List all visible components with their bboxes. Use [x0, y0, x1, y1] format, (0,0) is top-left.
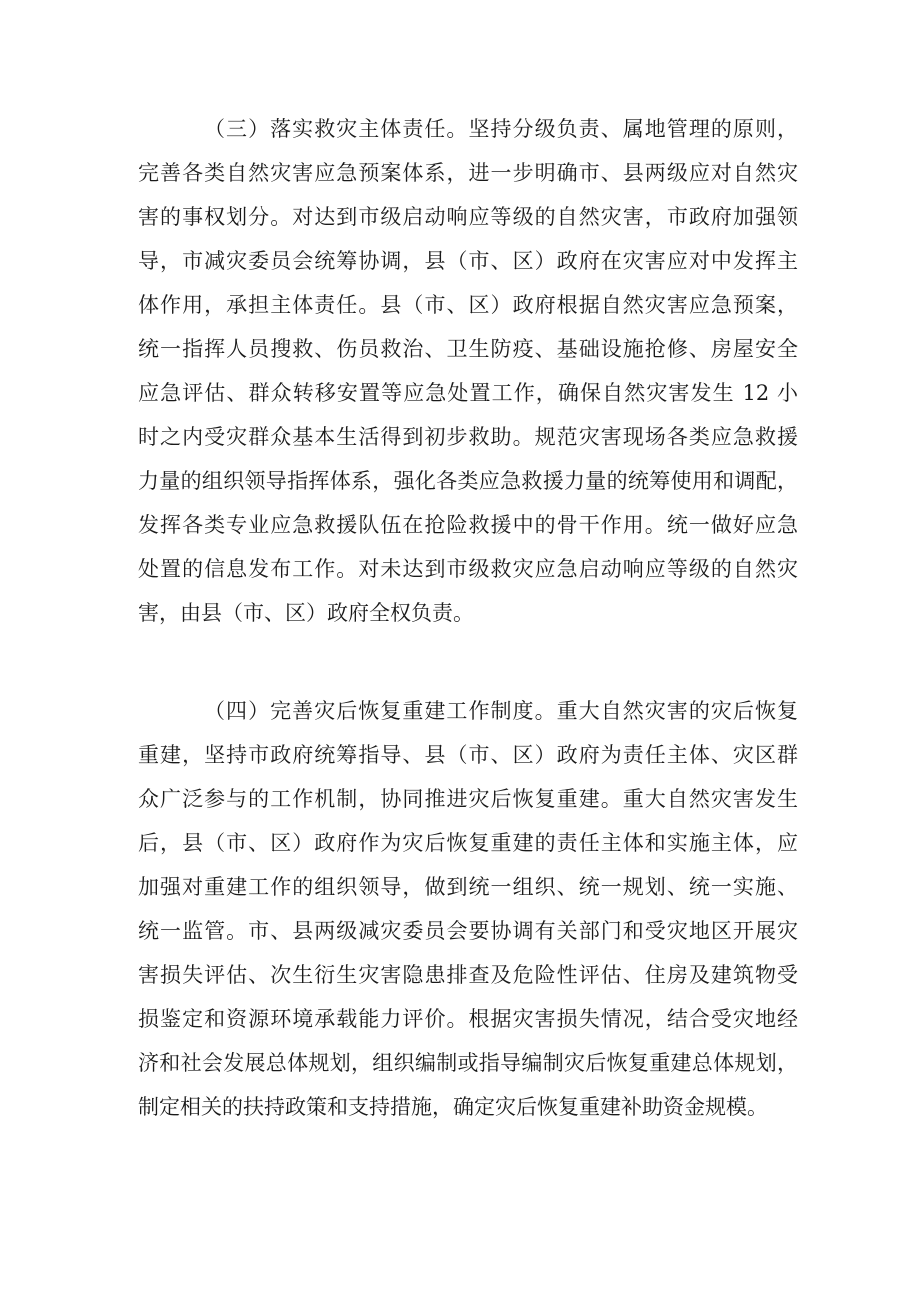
paragraph-line: （三）落实救灾主体责任。坚持分级负责、属地管理的原则， [204, 117, 798, 141]
paragraph-line: 害，由县（市、区）政府全权负责。 [138, 601, 474, 625]
paragraph-line: 济和社会发展总体规划，组织编制或指导编制灾后恢复重建总体规划， [138, 1051, 798, 1075]
paragraph-line: 完善各类自然灾害应急预案体系，进一步明确市、县两级应对自然灾 [138, 161, 798, 185]
paragraph-line: 后，县（市、区）政府作为灾后恢复重建的责任主体和实施主体，应 [138, 831, 798, 855]
paragraph-line: 力量的组织领导指挥体系，强化各类应急救援力量的统筹使用和调配， [138, 469, 798, 493]
paragraph-line: 制定相关的扶持政策和支持措施，确定灾后恢复重建补助资金规模。 [138, 1095, 768, 1119]
paragraph-line: 导，市减灾委员会统筹协调，县（市、区）政府在灾害应对中发挥主 [138, 249, 798, 273]
paragraph-line: 损鉴定和资源环境承载能力评价。根据灾害损失情况，结合受灾地经 [138, 1007, 798, 1031]
paragraph-line: 处置的信息发布工作。对未达到市级救灾应急启动响应等级的自然灾 [138, 557, 798, 581]
paragraph-line: 体作用，承担主体责任。县（市、区）政府根据自然灾害应急预案， [138, 293, 798, 317]
paragraph-line: 时之内受灾群众基本生活得到初步救助。规范灾害现场各类应急救援 [138, 425, 798, 449]
paragraph-line: 加强对重建工作的组织领导，做到统一组织、统一规划、统一实施、 [138, 875, 798, 899]
paragraph-line: 统一指挥人员搜救、伤员救治、卫生防疫、基础设施抢修、房屋安全 [138, 337, 798, 361]
paragraph-line: 害损失评估、次生衍生灾害隐患排查及危险性评估、住房及建筑物受 [138, 963, 798, 987]
paragraph-line: 重建，坚持市政府统筹指导、县（市、区）政府为责任主体、灾区群 [138, 743, 798, 767]
paragraph-line: 众广泛参与的工作机制，协同推进灾后恢复重建。重大自然灾害发生 [138, 787, 798, 811]
paragraph-line: 害的事权划分。对达到市级启动响应等级的自然灾害，市政府加强领 [138, 205, 798, 229]
paragraph-line: 应急评估、群众转移安置等应急处置工作，确保自然灾害发生 12 小 [138, 381, 798, 405]
paragraph-line: 发挥各类专业应急救援队伍在抢险救援中的骨干作用。统一做好应急 [138, 513, 798, 537]
paragraph-line: （四）完善灾后恢复重建工作制度。重大自然灾害的灾后恢复 [204, 699, 798, 723]
paragraph-line: 统一监管。市、县两级减灾委员会要协调有关部门和受灾地区开展灾 [138, 919, 798, 943]
